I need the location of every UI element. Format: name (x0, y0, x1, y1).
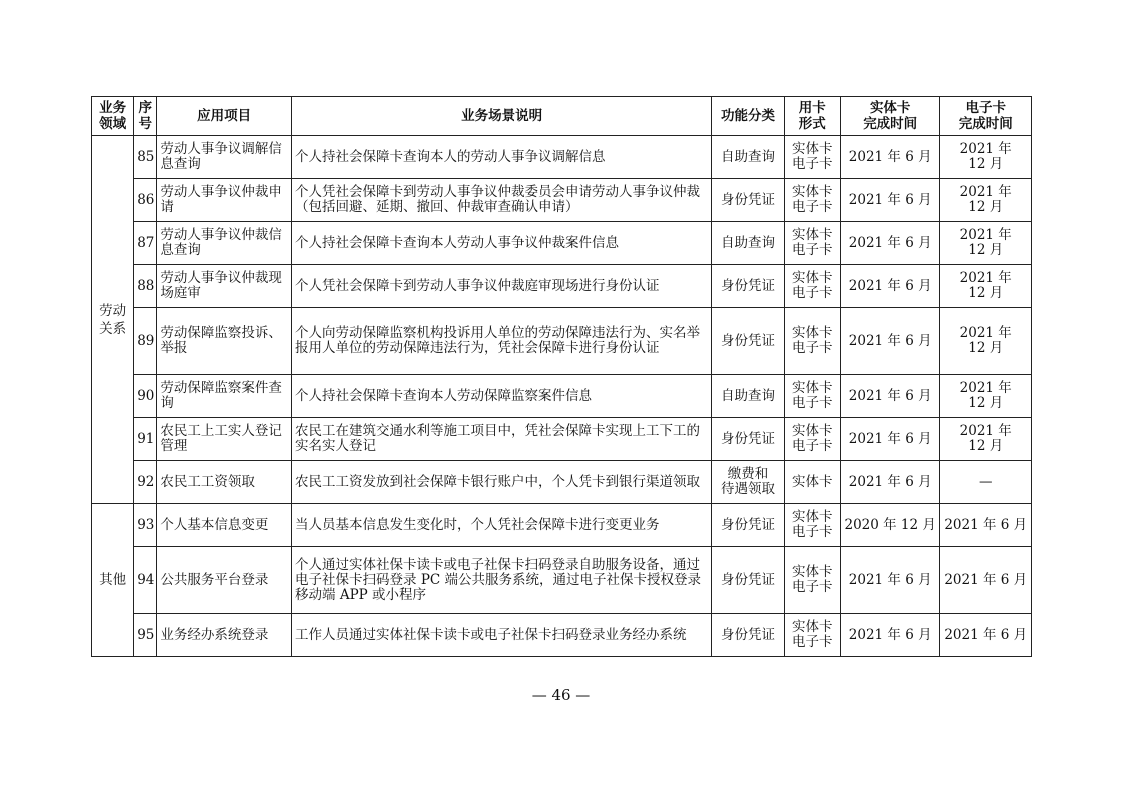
header-no: 序 号 (134, 97, 157, 136)
row-ecard-time: — (940, 461, 1032, 504)
service-table (91, 96, 1032, 657)
row-project: 农民工上工实人登记管理 (157, 418, 292, 461)
row-card: 实体卡 电子卡 (784, 265, 840, 308)
row-card: 实体卡 (784, 461, 840, 504)
header-area: 业务 领域 (92, 97, 134, 136)
row-card: 实体卡 电子卡 (784, 375, 840, 418)
row-desc: 农民工在建筑交通水利等施工项目中，凭社会保障卡实现上工下工的实名实人登记 (292, 418, 712, 461)
row-no: 87 (134, 222, 157, 265)
row-no: 88 (134, 265, 157, 308)
row-func: 自助查询 (712, 136, 784, 179)
row-no: 90 (134, 375, 157, 418)
table-row (92, 308, 1032, 375)
row-func: 身份凭证 (712, 265, 784, 308)
row-card: 实体卡 电子卡 (784, 308, 840, 375)
row-project: 农民工工资领取 (157, 461, 292, 504)
table-row (92, 418, 1032, 461)
row-card: 实体卡 电子卡 (784, 136, 840, 179)
row-ecard-time: 2021 年 12 月 (940, 136, 1032, 179)
row-func: 身份凭证 (712, 504, 784, 547)
table-row (92, 222, 1032, 265)
table-row (92, 179, 1032, 222)
row-desc: 工作人员通过实体社保卡读卡或电子社保卡扫码登录业务经办系统 (292, 614, 712, 657)
row-physical-time: 2021 年 6 月 (840, 461, 940, 504)
row-desc: 个人凭社会保障卡到劳动人事争议仲裁庭审现场进行身份认证 (292, 265, 712, 308)
row-desc: 个人向劳动保障监察机构投诉用人单位的劳动保障违法行为、实名举报用人单位的劳动保障违法行为，凭社会保障卡进行身份认证 (292, 308, 712, 375)
row-card: 实体卡 电子卡 (784, 614, 840, 657)
row-physical-time: 2021 年 6 月 (840, 222, 940, 265)
table-row (92, 614, 1032, 657)
row-card: 实体卡 电子卡 (784, 504, 840, 547)
row-ecard-time: 2021 年 6 月 (940, 504, 1032, 547)
row-ecard-time: 2021 年 12 月 (940, 418, 1032, 461)
row-ecard-time: 2021 年 6 月 (940, 547, 1032, 614)
row-func: 缴费和 待遇领取 (712, 461, 784, 504)
row-no: 85 (134, 136, 157, 179)
table-row (92, 547, 1032, 614)
row-no: 92 (134, 461, 157, 504)
row-project: 劳动保障监察投诉、举报 (157, 308, 292, 375)
row-project: 个人基本信息变更 (157, 504, 292, 547)
row-physical-time: 2021 年 6 月 (840, 375, 940, 418)
row-physical-time: 2021 年 6 月 (840, 265, 940, 308)
table-row (92, 375, 1032, 418)
row-physical-time: 2021 年 6 月 (840, 179, 940, 222)
row-card: 实体卡 电子卡 (784, 547, 840, 614)
row-card: 实体卡 电子卡 (784, 222, 840, 265)
area-cell: 其他 (92, 504, 134, 657)
row-no: 89 (134, 308, 157, 375)
row-ecard-time: 2021 年 12 月 (940, 222, 1032, 265)
row-desc: 个人持社会保障卡查询本人劳动人事争议仲裁案件信息 (292, 222, 712, 265)
row-func: 身份凭证 (712, 418, 784, 461)
row-physical-time: 2021 年 6 月 (840, 547, 940, 614)
page-number: — 46 — (531, 686, 591, 704)
row-project: 劳动人事争议调解信息查询 (157, 136, 292, 179)
table-row (92, 136, 1032, 179)
row-no: 95 (134, 614, 157, 657)
header-card: 用卡 形式 (784, 97, 840, 136)
row-func: 身份凭证 (712, 614, 784, 657)
row-desc: 个人通过实体社保卡读卡或电子社保卡扫码登录自助服务设备，通过电子社保卡扫码登录 PC 端公共服务系统，通过电子社保卡授权登录移动端 APP 或小程序 (292, 547, 712, 614)
row-no: 94 (134, 547, 157, 614)
area-cell: 劳动 关系 (92, 136, 134, 504)
table-row (92, 265, 1032, 308)
row-project: 劳动人事争议仲裁现场庭审 (157, 265, 292, 308)
row-physical-time: 2021 年 6 月 (840, 614, 940, 657)
row-desc: 个人持社会保障卡查询本人劳动保障监察案件信息 (292, 375, 712, 418)
table-header-row (92, 97, 1032, 136)
row-card: 实体卡 电子卡 (784, 418, 840, 461)
row-card: 实体卡 电子卡 (784, 179, 840, 222)
row-project: 劳动保障监察案件查询 (157, 375, 292, 418)
row-project: 公共服务平台登录 (157, 547, 292, 614)
row-physical-time: 2021 年 6 月 (840, 308, 940, 375)
row-project: 劳动人事争议仲裁申请 (157, 179, 292, 222)
row-no: 93 (134, 504, 157, 547)
row-physical-time: 2021 年 6 月 (840, 136, 940, 179)
row-no: 91 (134, 418, 157, 461)
row-desc: 农民工工资发放到社会保障卡银行账户中，个人凭卡到银行渠道领取 (292, 461, 712, 504)
row-func: 身份凭证 (712, 547, 784, 614)
row-project: 业务经办系统登录 (157, 614, 292, 657)
row-ecard-time: 2021 年 6 月 (940, 614, 1032, 657)
row-func: 身份凭证 (712, 308, 784, 375)
header-physical-time: 实体卡 完成时间 (840, 97, 940, 136)
row-func: 身份凭证 (712, 179, 784, 222)
row-desc: 当人员基本信息发生变化时，个人凭社会保障卡进行变更业务 (292, 504, 712, 547)
row-func: 自助查询 (712, 222, 784, 265)
row-desc: 个人持社会保障卡查询本人的劳动人事争议调解信息 (292, 136, 712, 179)
header-ecard-time: 电子卡 完成时间 (940, 97, 1032, 136)
table-row (92, 504, 1032, 547)
row-func: 自助查询 (712, 375, 784, 418)
row-project: 劳动人事争议仲裁信息查询 (157, 222, 292, 265)
row-desc: 个人凭社会保障卡到劳动人事争议仲裁委员会申请劳动人事争议仲裁（包括回避、延期、撤回、仲裁审查确认申请） (292, 179, 712, 222)
row-ecard-time: 2021 年 12 月 (940, 265, 1032, 308)
header-desc: 业务场景说明 (292, 97, 712, 136)
header-func: 功能分类 (712, 97, 784, 136)
row-ecard-time: 2021 年 12 月 (940, 375, 1032, 418)
header-project: 应用项目 (157, 97, 292, 136)
row-physical-time: 2021 年 6 月 (840, 418, 940, 461)
table-row (92, 461, 1032, 504)
row-ecard-time: 2021 年 12 月 (940, 179, 1032, 222)
row-ecard-time: 2021 年 12 月 (940, 308, 1032, 375)
row-physical-time: 2020 年 12 月 (840, 504, 940, 547)
row-no: 86 (134, 179, 157, 222)
